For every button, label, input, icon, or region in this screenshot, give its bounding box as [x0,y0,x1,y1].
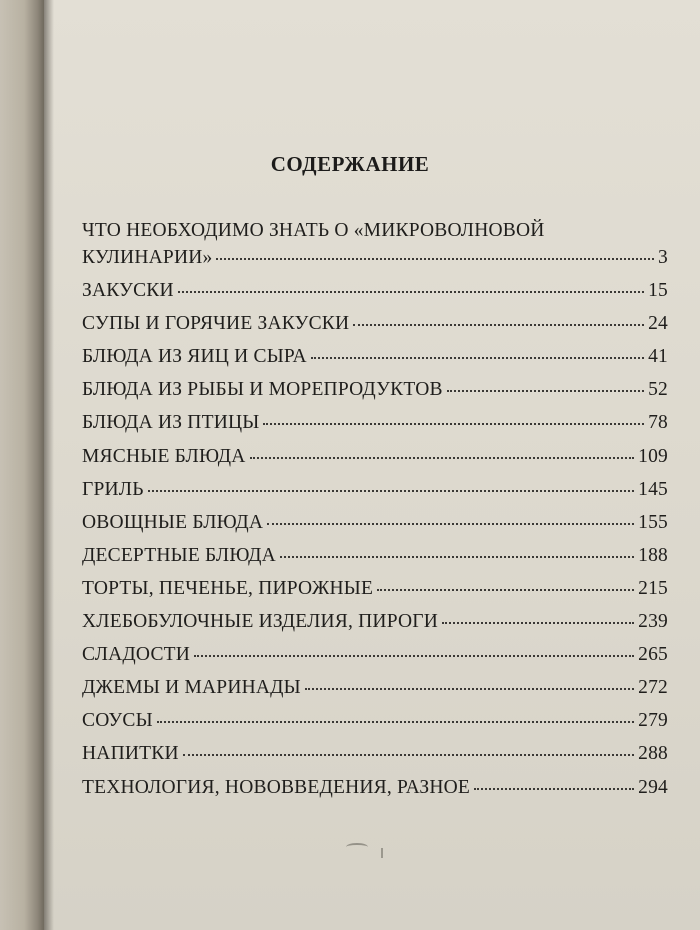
table-of-contents [82,214,668,810]
toc-entry-label-line2: КУЛИНАРИИ» [82,247,213,268]
toc-entry-page: 145 [638,478,668,500]
toc-entry [82,710,668,743]
toc-entry-label: СЛАДОСТИ [82,644,191,666]
toc-entry-page: 109 [638,445,668,467]
toc-entry [82,644,668,677]
toc-entry-label: ГРИЛЬ [82,478,144,500]
toc-entry-label: БЛЮДА ИЗ РЫБЫ И МОРЕПРОДУКТОВ [82,379,443,401]
dot-leader [267,523,634,525]
toc-entry-first [82,214,668,280]
dot-leader [194,655,634,657]
toc-entry-page: 52 [648,379,668,401]
toc-entry [82,280,668,313]
dot-leader [447,390,644,392]
toc-entry-page: 279 [638,710,668,732]
page-title: СОДЕРЖАНИЕ [270,152,430,176]
dot-leader [305,688,634,690]
toc-entry [82,677,668,710]
dot-leader [148,490,635,492]
toc-entry-page: 41 [648,346,668,368]
toc-entry-label: ТОРТЫ, ПЕЧЕНЬЕ, ПИРОЖНЫЕ [82,577,374,599]
toc-entry-label: ОВОЩНЫЕ БЛЮДА [82,511,264,533]
toc-entry [82,512,668,545]
toc-entry-label: ДЖЕМЫ И МАРИНАДЫ [82,677,301,699]
toc-entry-page: 155 [638,511,668,533]
toc-entry-label: БЛЮДА ИЗ ПТИЦЫ [82,412,260,434]
toc-entry-label: МЯСНЫЕ БЛЮДА [82,445,246,467]
toc-entry-label: ЗАКУСКИ [82,280,174,302]
toc-entry-page: 294 [638,776,668,798]
toc-entry [82,412,668,445]
toc-entry [82,446,668,479]
toc-entry-page: 265 [638,644,668,666]
toc-entry [82,379,668,412]
toc-entry-page: 288 [638,743,668,765]
toc-entry [82,346,668,379]
toc-entry [82,313,668,346]
toc-entry-page: 24 [648,313,668,335]
dot-leader [263,423,644,425]
toc-entry-page: 272 [638,677,668,699]
toc-entry [82,611,668,644]
toc-entry-page: 15 [648,280,668,302]
toc-entry-page: 239 [638,611,668,633]
toc-entry [82,545,668,578]
toc-entry-label: СОУСЫ [82,710,153,732]
dot-leader [250,457,635,459]
dot-leader [183,754,634,756]
dot-leader [157,721,634,723]
toc-entry-label: БЛЮДА ИЗ ЯИЦ И СЫРА [82,346,307,368]
dot-leader [311,357,644,359]
toc-entry [82,479,668,512]
toc-entry-label-line1: ЧТО НЕОБХОДИМО ЗНАТЬ О «МИКРОВОЛНОВОЙ [82,220,545,241]
toc-entry-label: ДЕСЕРТНЫЕ БЛЮДА [82,544,276,566]
print-smudge [346,843,368,851]
toc-entry-label: СУПЫ И ГОРЯЧИЕ ЗАКУСКИ [82,313,350,335]
print-smudge [381,848,383,858]
toc-entry-label: НАПИТКИ [82,743,179,765]
toc-entry-page: 3 [658,247,668,268]
dot-leader [353,324,644,326]
toc-entry-page: 78 [648,412,668,434]
dot-leader [474,788,634,790]
dot-leader [280,556,634,558]
toc-entry [82,578,668,611]
toc-entry-page: 215 [638,577,668,599]
facing-page-edge [0,0,44,930]
toc-entry-page: 188 [638,544,668,566]
toc-entry-label: ХЛЕБОБУЛОЧНЫЕ ИЗДЕЛИЯ, ПИРОГИ [82,611,439,633]
dot-leader [178,291,644,293]
toc-entry [82,777,668,810]
dot-leader [377,589,634,591]
spine-shadow [44,0,54,930]
dot-leader [216,258,654,260]
toc-entry-label: ТЕХНОЛОГИЯ, НОВОВВЕДЕНИЯ, РАЗНОЕ [82,776,471,798]
toc-entry [82,743,668,776]
dot-leader [442,622,634,624]
